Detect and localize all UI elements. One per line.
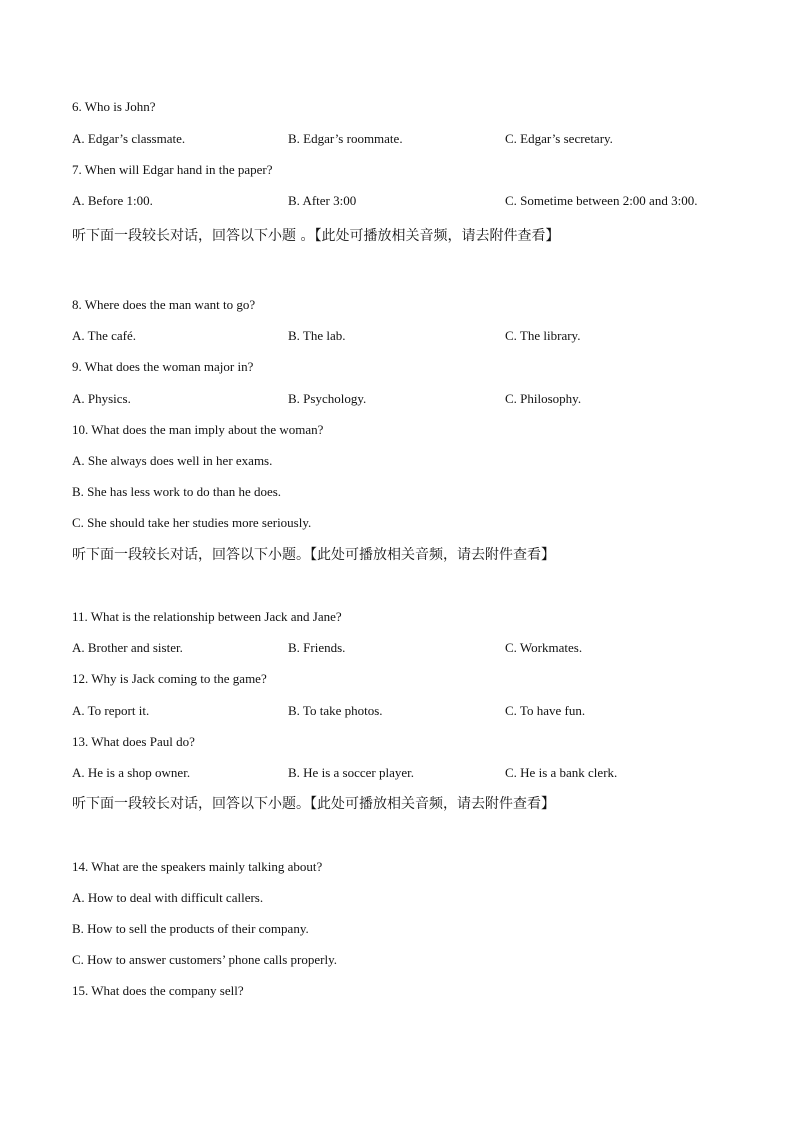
question-6-option-a: A. Edgar’s classmate. <box>72 131 186 146</box>
question-13-option-b: B. He is a soccer player. <box>288 765 414 780</box>
question-7-option-c: C. Sometime between 2:00 and 3:00. <box>505 193 698 208</box>
question-10-option-c: C. She should take her studies more seriously. <box>72 515 312 530</box>
audio-instruction-3: 听下面一段较长对话，回答以下小题。【此处可播放相关音频，请去附件查看】 <box>72 796 555 812</box>
question-12: 12. Why is Jack coming to the game? <box>72 671 267 686</box>
question-8-option-c: C. The library. <box>505 328 581 343</box>
question-9-option-c: C. Philosophy. <box>505 391 582 406</box>
question-6: 6. Who is John? <box>72 99 156 114</box>
question-8: 8. Where does the man want to go? <box>72 297 256 312</box>
audio-instruction-2: 听下面一段较长对话，回答以下小题。【此处可播放相关音频，请去附件查看】 <box>72 547 555 563</box>
question-14-option-b: B. How to sell the products of their company. <box>72 921 309 936</box>
question-7: 7. When will Edgar hand in the paper? <box>72 162 273 177</box>
question-10: 10. What does the man imply about the woman? <box>72 422 324 437</box>
question-6-option-c: C. Edgar’s secretary. <box>505 131 613 146</box>
question-11: 11. What is the relationship between Jack and Jane? <box>72 609 342 624</box>
question-13-option-c: C. He is a bank clerk. <box>505 765 618 780</box>
question-7-option-b: B. After 3:00 <box>288 193 357 208</box>
question-12-option-b: B. To take photos. <box>288 703 383 718</box>
question-9-option-b: B. Psychology. <box>288 391 367 406</box>
question-11-option-b: B. Friends. <box>288 640 346 655</box>
question-12-option-c: C. To have fun. <box>505 703 586 718</box>
question-10-option-a: A. She always does well in her exams. <box>72 453 273 468</box>
question-13-option-a: A. He is a shop owner. <box>72 765 191 780</box>
question-7-option-a: A. Before 1:00. <box>72 193 153 208</box>
question-12-option-a: A. To report it. <box>72 703 150 718</box>
question-9-option-a: A. Physics. <box>72 391 131 406</box>
question-14-option-c: C. How to answer customers’ phone calls properly. <box>72 952 337 967</box>
question-6-option-b: B. Edgar’s roommate. <box>288 131 403 146</box>
question-11-option-c: C. Workmates. <box>505 640 583 655</box>
question-8-option-a: A. The café. <box>72 328 137 343</box>
question-15: 15. What does the company sell? <box>72 983 244 998</box>
question-14-option-a: A. How to deal with difficult callers. <box>72 890 264 905</box>
question-14: 14. What are the speakers mainly talking about? <box>72 859 323 874</box>
question-9: 9. What does the woman major in? <box>72 359 254 374</box>
audio-instruction-1: 听下面一段较长对话，回答以下小题 。【此处可播放相关音频，请去附件查看】 <box>72 228 560 244</box>
question-13: 13. What does Paul do? <box>72 734 195 749</box>
question-10-option-b: B. She has less work to do than he does. <box>72 484 282 499</box>
question-11-option-a: A. Brother and sister. <box>72 640 183 655</box>
question-8-option-b: B. The lab. <box>288 328 346 343</box>
